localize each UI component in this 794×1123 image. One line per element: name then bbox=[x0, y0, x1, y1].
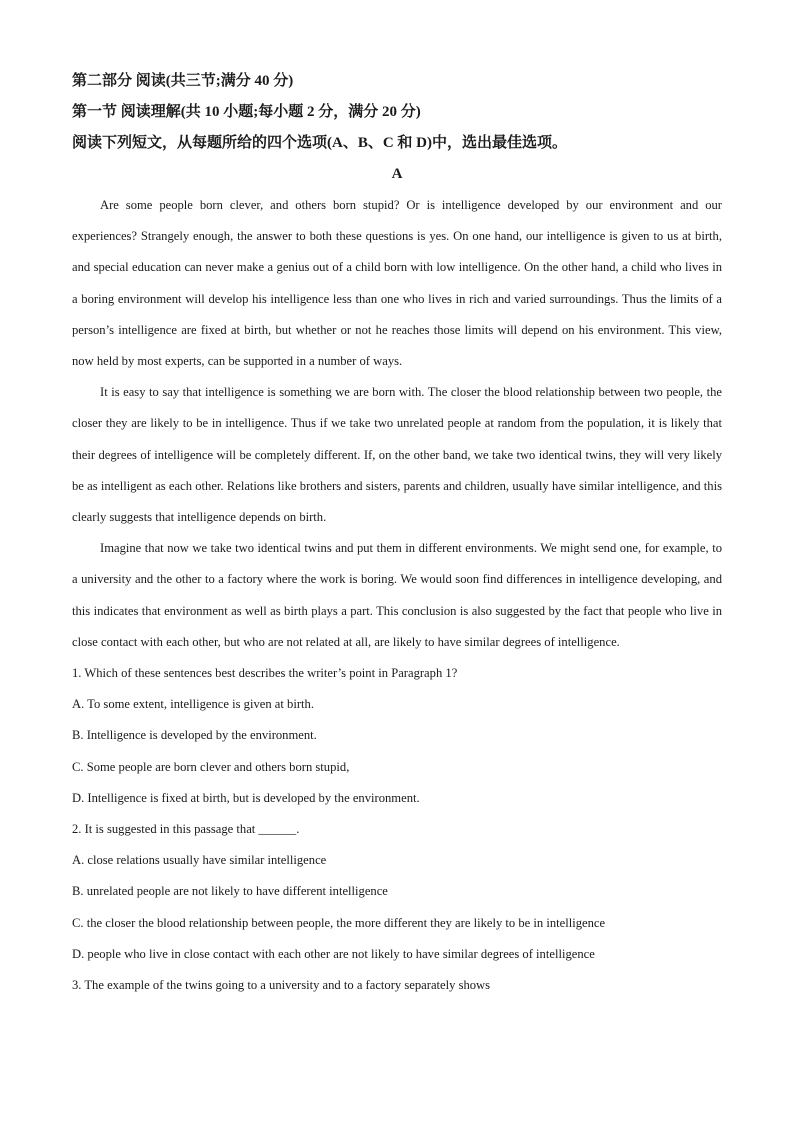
part-heading: 第二部分 阅读(共三节;满分 40 分) bbox=[72, 73, 294, 89]
instruction-text: 阅读下列短文，从每题所给的四个选项(A、B、C 和 D)中，选出最佳选项。 bbox=[72, 135, 567, 151]
option-b: B. Intelligence is developed by the environment. bbox=[72, 728, 317, 743]
passage-paragraph-3: Imagine that now we take two identical twins and put them in different environments. We might send one, for example, to a university and the other to a factory where the work is boring. We would soon find differences in intelligence developing, and this indicates that environment as well as birth plays a part. This conclusion is also suggested by the fact that people who live in close contact with each other, but who are not related at all, are likely to have similar degrees of intelligence. bbox=[72, 541, 722, 649]
passage-paragraph-1: Are some people born clever, and others born stupid? Or is intelligence developed by our environment and our experiences? Strangely enough, the answer to both these questions is yes. On one hand, our intelligence is given to us at birth, and special education can never make a genius out of a child born with low intelligence. On the other hand, a child who lives in a boring environment will develop his intelligence less than one who lives in rich and varied surroundings. Thus the limits of a person’s intelligence are fixed at birth, but whether or not he reaches those limits will depend on his environment. This view, now held by most experts, can be supported in a number of ways. bbox=[72, 198, 722, 369]
passage-label: A bbox=[391, 166, 403, 182]
option-d: D. people who live in close contact with each other are not likely to have similar degrees of intelligence bbox=[72, 946, 595, 961]
section-heading: 第一节 阅读理解(共 10 小题;每小题 2 分，满分 20 分) bbox=[72, 104, 421, 120]
question-stem: 2. It is suggested in this passage that ______. bbox=[72, 822, 300, 837]
page-content bbox=[72, 66, 722, 1001]
question-2 bbox=[72, 814, 722, 970]
option-b: B. unrelated people are not likely to have different intelligence bbox=[72, 884, 388, 899]
option-a: A. To some extent, intelligence is given at birth. bbox=[72, 697, 314, 712]
option-c: C. Some people are born clever and others born stupid, bbox=[72, 759, 350, 774]
question-stem: 1. Which of these sentences best describes the writer’s point in Paragraph 1? bbox=[72, 666, 458, 681]
option-d: D. Intelligence is fixed at birth, but is developed by the environment. bbox=[72, 790, 420, 805]
option-c: C. the closer the blood relationship between people, the more different they are likely to be in intelligence bbox=[72, 915, 606, 930]
option-a: A. close relations usually have similar intelligence bbox=[72, 853, 327, 868]
reading-passage bbox=[72, 190, 722, 1001]
question-stem: 3. The example of the twins going to a university and to a factory separately shows bbox=[72, 978, 491, 993]
question-1 bbox=[72, 658, 722, 814]
question-3 bbox=[72, 970, 722, 1001]
passage-paragraph-2: It is easy to say that intelligence is something we are born with. The closer the blood relationship between two people, the closer they are likely to be in intelligence. Thus if we take two unrelated people at random from the population, it is likely that their degrees of intelligence will be completely different. If, on the other band, we take two identical twins, they will very likely be as intelligent as each other. Relations like brothers and sisters, parents and children, usually have similar intelligence, and this clearly suggests that intelligence depends on birth. bbox=[72, 385, 722, 525]
